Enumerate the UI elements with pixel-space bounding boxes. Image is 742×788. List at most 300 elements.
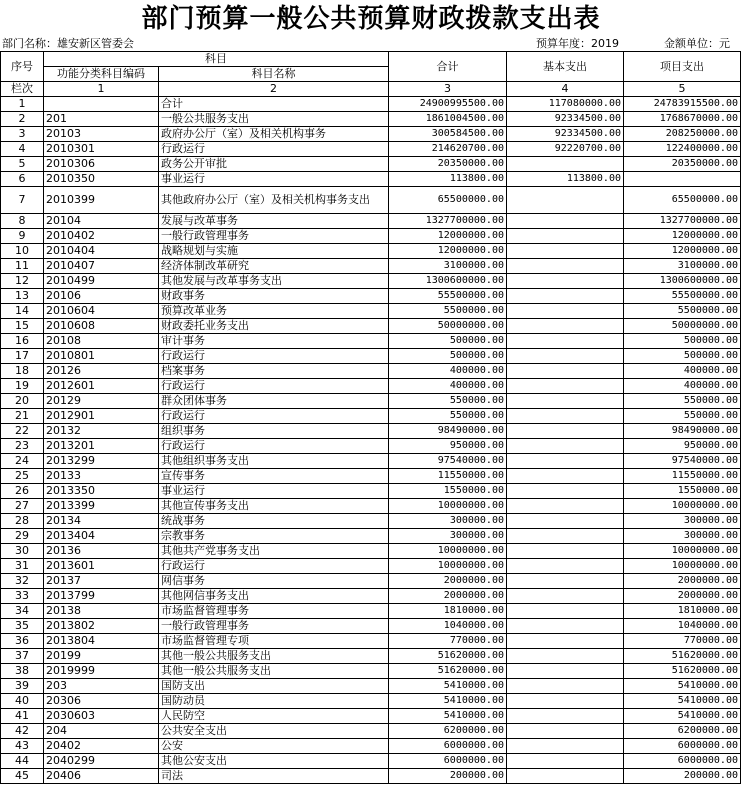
row-project: 10000000.00 [624, 499, 741, 514]
row-name: 行政运行 [159, 349, 389, 364]
row-total: 400000.00 [389, 379, 507, 394]
row-seq: 3 [1, 127, 44, 142]
row-seq: 41 [1, 709, 44, 724]
table-row [1, 187, 741, 214]
row-project: 10000000.00 [624, 559, 741, 574]
row-seq: 6 [1, 172, 44, 187]
row-project: 400000.00 [624, 364, 741, 379]
row-name: 其他一般公共服务支出 [159, 664, 389, 679]
row-project: 5410000.00 [624, 694, 741, 709]
row-code: 2010801 [44, 349, 159, 364]
row-name: 战略规划与实施 [159, 244, 389, 259]
row-basic [507, 289, 624, 304]
row-total: 97540000.00 [389, 454, 507, 469]
table-row [1, 679, 741, 694]
row-project: 1550000.00 [624, 484, 741, 499]
row-total: 950000.00 [389, 439, 507, 454]
page-title: 部门预算一般公共预算财政拨款支出表 [141, 4, 601, 34]
row-basic [507, 304, 624, 319]
row-seq: 2 [1, 112, 44, 127]
row-code: 2010306 [44, 157, 159, 172]
header-lanci: 栏次 [1, 82, 44, 97]
row-total: 5410000.00 [389, 709, 507, 724]
header-seq: 序号 [1, 52, 44, 82]
department-name: 部门名称：雄安新区管委会 [2, 37, 134, 50]
row-total: 2000000.00 [389, 589, 507, 604]
row-project: 1040000.00 [624, 619, 741, 634]
row-code: 20402 [44, 739, 159, 754]
header-col-1: 1 [44, 82, 159, 97]
row-name: 行政运行 [159, 142, 389, 157]
row-total: 24900995500.00 [389, 97, 507, 112]
table-row [1, 544, 741, 559]
row-project: 500000.00 [624, 349, 741, 364]
table-row [1, 574, 741, 589]
table-row [1, 769, 741, 784]
row-project: 5410000.00 [624, 709, 741, 724]
row-code: 2010402 [44, 229, 159, 244]
row-basic [507, 334, 624, 349]
row-basic [507, 589, 624, 604]
row-basic [507, 379, 624, 394]
row-basic [507, 694, 624, 709]
row-seq: 22 [1, 424, 44, 439]
table-row [1, 364, 741, 379]
row-name: 一般行政管理事务 [159, 619, 389, 634]
row-name: 行政运行 [159, 439, 389, 454]
row-seq: 14 [1, 304, 44, 319]
row-name: 政府办公厅（室）及相关机构事务 [159, 127, 389, 142]
row-basic [507, 157, 624, 172]
row-total: 500000.00 [389, 334, 507, 349]
row-basic [507, 754, 624, 769]
row-basic [507, 514, 624, 529]
currency-unit: 金额单位：元 [664, 37, 730, 50]
row-total: 51620000.00 [389, 664, 507, 679]
row-total: 400000.00 [389, 364, 507, 379]
row-name: 宣传事务 [159, 469, 389, 484]
row-basic [507, 319, 624, 334]
row-total: 500000.00 [389, 349, 507, 364]
table-row [1, 172, 741, 187]
row-basic [507, 469, 624, 484]
row-code: 20133 [44, 469, 159, 484]
row-total: 214620700.00 [389, 142, 507, 157]
row-total: 6000000.00 [389, 739, 507, 754]
row-seq: 10 [1, 244, 44, 259]
row-seq: 40 [1, 694, 44, 709]
row-basic: 113800.00 [507, 172, 624, 187]
row-code: 2013201 [44, 439, 159, 454]
row-basic [507, 394, 624, 409]
row-seq: 12 [1, 274, 44, 289]
row-project: 550000.00 [624, 409, 741, 424]
row-code: 2030603 [44, 709, 159, 724]
row-basic [507, 439, 624, 454]
row-basic [507, 424, 624, 439]
row-project: 10000000.00 [624, 544, 741, 559]
row-seq: 28 [1, 514, 44, 529]
row-project: 97540000.00 [624, 454, 741, 469]
row-project: 950000.00 [624, 439, 741, 454]
row-name: 档案事务 [159, 364, 389, 379]
table-row [1, 709, 741, 724]
row-total: 1550000.00 [389, 484, 507, 499]
row-project: 1327700000.00 [624, 214, 741, 229]
row-code: 2010301 [44, 142, 159, 157]
row-total: 300584500.00 [389, 127, 507, 142]
row-total: 12000000.00 [389, 244, 507, 259]
row-name: 宗教事务 [159, 529, 389, 544]
row-project: 2000000.00 [624, 574, 741, 589]
table-row [1, 514, 741, 529]
row-seq: 24 [1, 454, 44, 469]
row-seq: 17 [1, 349, 44, 364]
row-code: 2019999 [44, 664, 159, 679]
table-row [1, 379, 741, 394]
row-code: 2012601 [44, 379, 159, 394]
table-row [1, 499, 741, 514]
row-basic [507, 187, 624, 214]
table-row [1, 739, 741, 754]
row-basic [507, 544, 624, 559]
row-name: 其他政府办公厅（室）及相关机构事务支出 [159, 187, 389, 214]
row-total: 1300600000.00 [389, 274, 507, 289]
row-total: 300000.00 [389, 514, 507, 529]
row-total: 11550000.00 [389, 469, 507, 484]
header-col-4: 4 [507, 82, 624, 97]
row-code: 2010350 [44, 172, 159, 187]
table-row [1, 127, 741, 142]
row-code: 2010407 [44, 259, 159, 274]
row-name: 合计 [159, 97, 389, 112]
row-name: 发展与改革事务 [159, 214, 389, 229]
row-seq: 32 [1, 574, 44, 589]
table-row [1, 424, 741, 439]
row-total: 1040000.00 [389, 619, 507, 634]
row-project: 200000.00 [624, 769, 741, 784]
row-project: 208250000.00 [624, 127, 741, 142]
row-code: 20138 [44, 604, 159, 619]
row-seq: 39 [1, 679, 44, 694]
row-total: 20350000.00 [389, 157, 507, 172]
table-row [1, 157, 741, 172]
row-seq: 8 [1, 214, 44, 229]
table-row [1, 349, 741, 364]
row-basic [507, 274, 624, 289]
row-project: 3100000.00 [624, 259, 741, 274]
row-name: 审计事务 [159, 334, 389, 349]
row-seq: 45 [1, 769, 44, 784]
row-code: 2010604 [44, 304, 159, 319]
table-row [1, 649, 741, 664]
row-code: 2010608 [44, 319, 159, 334]
row-seq: 33 [1, 589, 44, 604]
row-basic [507, 484, 624, 499]
row-code: 2010404 [44, 244, 159, 259]
row-total: 5500000.00 [389, 304, 507, 319]
table-row [1, 319, 741, 334]
header-name: 科目名称 [159, 67, 389, 82]
row-basic [507, 499, 624, 514]
row-seq: 21 [1, 409, 44, 424]
row-seq: 43 [1, 739, 44, 754]
row-project: 24783915500.00 [624, 97, 741, 112]
table-row [1, 589, 741, 604]
table-row [1, 289, 741, 304]
row-name: 其他宣传事务支出 [159, 499, 389, 514]
row-name: 其他发展与改革事务支出 [159, 274, 389, 289]
table-row [1, 112, 741, 127]
row-code: 20129 [44, 394, 159, 409]
row-seq: 9 [1, 229, 44, 244]
row-code: 20106 [44, 289, 159, 304]
row-seq: 18 [1, 364, 44, 379]
table-row [1, 214, 741, 229]
row-basic [507, 679, 624, 694]
row-code: 20108 [44, 334, 159, 349]
row-project: 12000000.00 [624, 244, 741, 259]
row-basic [507, 619, 624, 634]
row-total: 300000.00 [389, 529, 507, 544]
row-total: 200000.00 [389, 769, 507, 784]
table-row [1, 694, 741, 709]
row-name: 市场监督管理事务 [159, 604, 389, 619]
row-project: 770000.00 [624, 634, 741, 649]
table-row [1, 454, 741, 469]
row-code: 20126 [44, 364, 159, 379]
row-seq: 5 [1, 157, 44, 172]
row-code: 20199 [44, 649, 159, 664]
row-project: 6000000.00 [624, 739, 741, 754]
row-code: 20134 [44, 514, 159, 529]
row-code: 2013804 [44, 634, 159, 649]
row-basic [507, 709, 624, 724]
row-total: 5410000.00 [389, 694, 507, 709]
row-total: 98490000.00 [389, 424, 507, 439]
row-basic [507, 529, 624, 544]
table-row [1, 409, 741, 424]
row-code: 2013404 [44, 529, 159, 544]
row-basic [507, 724, 624, 739]
row-total: 65500000.00 [389, 187, 507, 214]
row-seq: 15 [1, 319, 44, 334]
row-seq: 38 [1, 664, 44, 679]
row-code: 2013601 [44, 559, 159, 574]
row-name: 行政运行 [159, 379, 389, 394]
row-seq: 25 [1, 469, 44, 484]
row-total: 550000.00 [389, 409, 507, 424]
row-code: 20103 [44, 127, 159, 142]
table-row [1, 559, 741, 574]
row-project: 1810000.00 [624, 604, 741, 619]
row-basic [507, 244, 624, 259]
row-name: 预算改革业务 [159, 304, 389, 319]
row-basic [507, 214, 624, 229]
table-row [1, 97, 741, 112]
row-project: 50000000.00 [624, 319, 741, 334]
row-project: 51620000.00 [624, 649, 741, 664]
row-basic [507, 454, 624, 469]
table-row [1, 469, 741, 484]
table-row [1, 142, 741, 157]
row-code: 20104 [44, 214, 159, 229]
row-project: 300000.00 [624, 529, 741, 544]
row-seq: 42 [1, 724, 44, 739]
row-basic [507, 664, 624, 679]
row-name: 其他共产党事务支出 [159, 544, 389, 559]
row-basic [507, 364, 624, 379]
row-project: 51620000.00 [624, 664, 741, 679]
row-basic [507, 349, 624, 364]
row-name: 国防动员 [159, 694, 389, 709]
row-name: 其他一般公共服务支出 [159, 649, 389, 664]
row-total: 50000000.00 [389, 319, 507, 334]
row-project: 1300600000.00 [624, 274, 741, 289]
row-seq: 35 [1, 619, 44, 634]
row-code: 2010399 [44, 187, 159, 214]
row-name: 公安 [159, 739, 389, 754]
row-basic [507, 574, 624, 589]
row-code: 2013299 [44, 454, 159, 469]
row-code: 201 [44, 112, 159, 127]
header-col-5: 5 [624, 82, 741, 97]
table-row [1, 334, 741, 349]
row-basic: 117080000.00 [507, 97, 624, 112]
row-project: 20350000.00 [624, 157, 741, 172]
table-row [1, 229, 741, 244]
row-project: 5500000.00 [624, 304, 741, 319]
row-basic: 92334500.00 [507, 127, 624, 142]
row-code: 2013799 [44, 589, 159, 604]
row-name: 统战事务 [159, 514, 389, 529]
row-code: 20406 [44, 769, 159, 784]
row-seq: 31 [1, 559, 44, 574]
row-basic [507, 634, 624, 649]
row-name: 网信事务 [159, 574, 389, 589]
row-name: 一般公共服务支出 [159, 112, 389, 127]
row-seq: 19 [1, 379, 44, 394]
row-code: 20136 [44, 544, 159, 559]
row-name: 政务公开审批 [159, 157, 389, 172]
row-basic: 92334500.00 [507, 112, 624, 127]
row-seq: 1 [1, 97, 44, 112]
table-row [1, 439, 741, 454]
row-code: 2013350 [44, 484, 159, 499]
row-basic [507, 259, 624, 274]
row-total: 10000000.00 [389, 544, 507, 559]
row-seq: 37 [1, 649, 44, 664]
row-seq: 16 [1, 334, 44, 349]
row-total: 1810000.00 [389, 604, 507, 619]
row-name: 行政运行 [159, 409, 389, 424]
row-project [624, 172, 741, 187]
row-name: 人民防空 [159, 709, 389, 724]
row-total: 2000000.00 [389, 574, 507, 589]
table-row [1, 394, 741, 409]
row-seq: 29 [1, 529, 44, 544]
row-basic [507, 739, 624, 754]
row-name: 一般行政管理事务 [159, 229, 389, 244]
row-basic: 92220700.00 [507, 142, 624, 157]
row-project: 6000000.00 [624, 754, 741, 769]
row-name: 公共安全支出 [159, 724, 389, 739]
row-total: 10000000.00 [389, 499, 507, 514]
row-code: 2013399 [44, 499, 159, 514]
row-name: 国防支出 [159, 679, 389, 694]
row-basic [507, 604, 624, 619]
row-seq: 11 [1, 259, 44, 274]
row-seq: 27 [1, 499, 44, 514]
row-seq: 36 [1, 634, 44, 649]
row-name: 司法 [159, 769, 389, 784]
row-seq: 26 [1, 484, 44, 499]
row-project: 98490000.00 [624, 424, 741, 439]
row-project: 12000000.00 [624, 229, 741, 244]
table-row [1, 634, 741, 649]
row-name: 事业运行 [159, 172, 389, 187]
header-total: 合计 [389, 52, 507, 82]
table-row [1, 664, 741, 679]
row-name: 财政委托业务支出 [159, 319, 389, 334]
row-name: 财政事务 [159, 289, 389, 304]
row-project: 300000.00 [624, 514, 741, 529]
row-basic [507, 769, 624, 784]
row-name: 行政运行 [159, 559, 389, 574]
row-total: 113800.00 [389, 172, 507, 187]
row-code: 20132 [44, 424, 159, 439]
row-seq: 23 [1, 439, 44, 454]
header-basic: 基本支出 [507, 52, 624, 82]
row-total: 12000000.00 [389, 229, 507, 244]
table-row [1, 244, 741, 259]
header-col-2: 2 [159, 82, 389, 97]
row-seq: 4 [1, 142, 44, 157]
row-seq: 34 [1, 604, 44, 619]
row-name: 其他网信事务支出 [159, 589, 389, 604]
table-row [1, 619, 741, 634]
row-seq: 20 [1, 394, 44, 409]
row-basic [507, 649, 624, 664]
row-project: 6200000.00 [624, 724, 741, 739]
header-code: 功能分类科目编码 [44, 67, 159, 82]
row-seq: 13 [1, 289, 44, 304]
table-row [1, 484, 741, 499]
row-total: 770000.00 [389, 634, 507, 649]
row-name: 事业运行 [159, 484, 389, 499]
row-seq: 7 [1, 187, 44, 214]
row-basic [507, 229, 624, 244]
row-project: 5410000.00 [624, 679, 741, 694]
row-total: 5410000.00 [389, 679, 507, 694]
row-project: 2000000.00 [624, 589, 741, 604]
row-project: 1768670000.00 [624, 112, 741, 127]
row-name: 群众团体事务 [159, 394, 389, 409]
header-subject: 科目 [44, 52, 389, 67]
budget-table [0, 51, 741, 784]
row-total: 6000000.00 [389, 754, 507, 769]
table-row [1, 604, 741, 619]
header-col-3: 3 [389, 82, 507, 97]
row-code [44, 97, 159, 112]
row-total: 6200000.00 [389, 724, 507, 739]
header-project: 项目支出 [624, 52, 741, 82]
row-project: 550000.00 [624, 394, 741, 409]
table-row [1, 754, 741, 769]
row-seq: 30 [1, 544, 44, 559]
row-code: 204 [44, 724, 159, 739]
row-total: 10000000.00 [389, 559, 507, 574]
